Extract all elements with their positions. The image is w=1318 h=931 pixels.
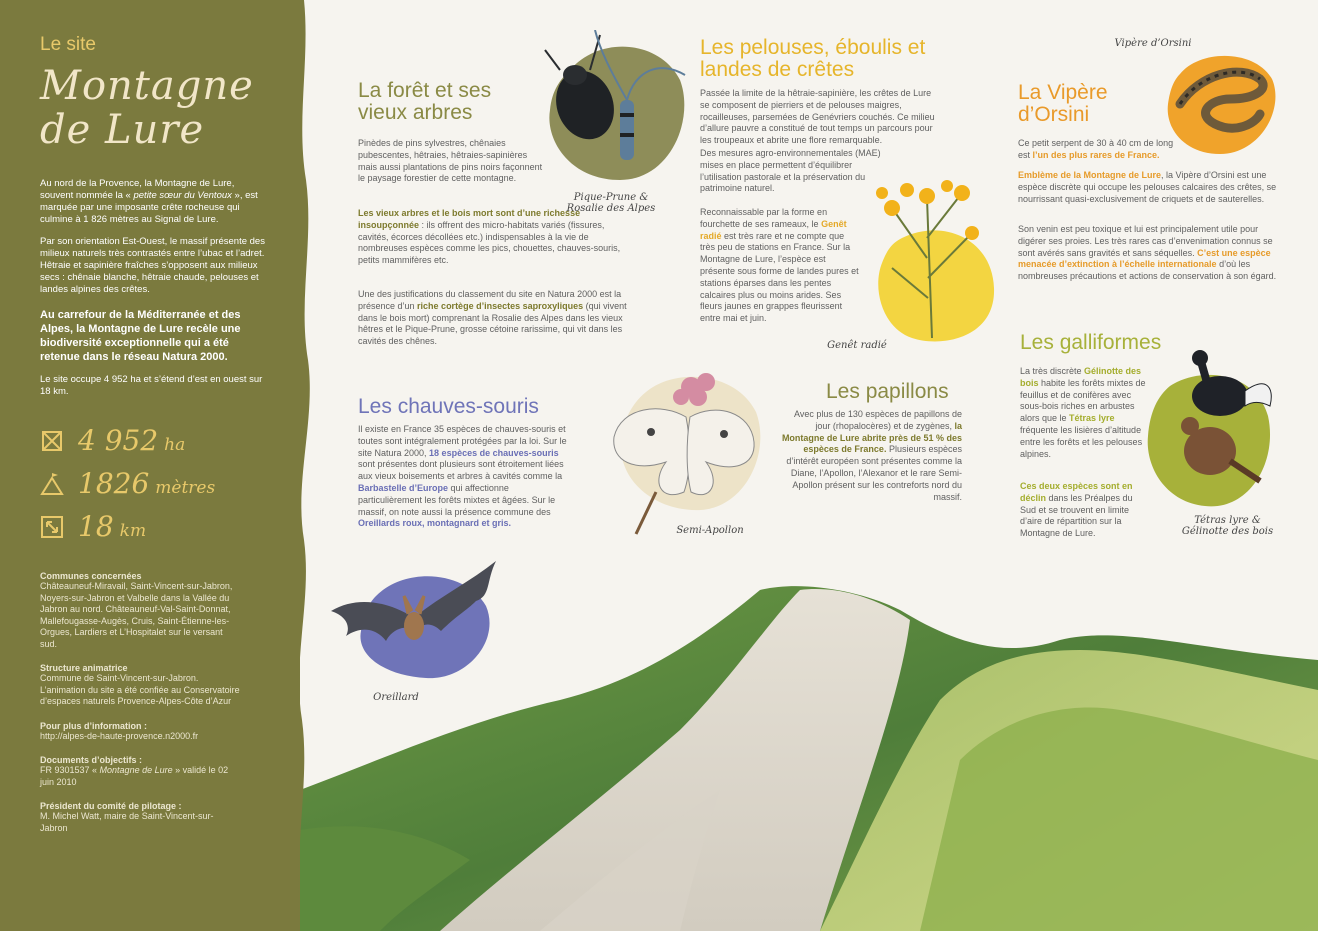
vipere-p3-a: Son venin est peu toxique et lui est principalement utile pour digérer ses proies. Les très rares cas d’envenimation connus se sont avérés sans gravités et sans séquelles. <box>1018 224 1273 258</box>
butterfly-illustration <box>606 362 766 537</box>
communes-text: Châteauneuf-Miravail, Saint-Vincent-sur-Jabron, Noyers-sur-Jabron et Valbelle dans la Vallée du Jabron au nord. Châteauneuf-Val-Saint-Donnat, Mallefougasse-Augès, Cruis, Saint-Étienne-les-Orgues, Lardiers et L’Hospitalet sur le versant sud. <box>40 581 233 649</box>
site-title-line1: Montagne <box>40 63 254 109</box>
galliformes-p2 <box>1020 481 1146 540</box>
pelouses-p3 <box>700 207 860 325</box>
stat-area <box>40 424 260 457</box>
chauves-p-e: qui affectionne particulièrement les forêts mixtes et âgées. Sur le massif, on note aussi la présence commune des <box>358 482 556 517</box>
vipere-p2-highlight: Emblème de la Montagne de Lure <box>1018 170 1162 180</box>
intro-text-b: », est marquée par une imposante crête rocheuse qui culmine à 1 826 mètres au Signal de Lure. <box>40 190 258 225</box>
sidebar-torn-edge <box>282 0 322 931</box>
docs-text <box>40 765 240 788</box>
docs-text-b: » validé le 02 juin 2010 <box>40 765 229 787</box>
length-arrow-icon <box>40 515 64 539</box>
grouse-caption <box>1170 515 1285 537</box>
vipere-title-line1: La Vipère <box>1018 81 1108 104</box>
bat-illustration <box>326 556 501 686</box>
foret-p3-highlight: riche cortège d’insectes saproxyliques <box>417 300 584 311</box>
pelouses-p1: Passée la limite de la hêtraie-sapinière, les crêtes de Lure se composent de pierriers et de pelouses maigres, rocailleuses, parsemées de Genévriers couchés. Ce milieu d’allure pauvre a constitué de tout temps un parcours pour les troupeaux et abrite une flore remarquable. <box>700 88 935 146</box>
chauves-paragraph <box>358 424 570 530</box>
structure-text: Commune de Saint-Vincent-sur-Jabron. L’animation du site a été confiée au Conservatoire d’espaces naturels Provence-Alpes-Côte d’Azur <box>40 673 240 706</box>
pelouses-p2: Des mesures agro-environnementales (MAE) mises en place permettent d’équilibrer l’utilisation pastorale et la préservation du patrimoine naturel. <box>700 148 881 194</box>
galliformes-title: Les galliformes <box>1020 331 1162 354</box>
vipere-p3 <box>1018 224 1280 283</box>
docs-text-em: Montagne de Lure <box>99 765 173 775</box>
vipere-p1-a: Ce petit serpent de 30 à 40 cm de long est <box>1018 138 1174 160</box>
chauves-p-highlight-3: Oreillards roux, montagnard et gris. <box>358 518 512 529</box>
summit-flag-icon <box>40 472 64 496</box>
pelouses-p3-a: Reconnaissable par la forme en fourchette de ses rameaux, le <box>700 207 828 229</box>
lead-paragraph: Au carrefour de la Méditerranée et des Alpes, la Montagne de Lure recèle une biodiversité exceptionnelle qui a été retenue dans le réseau Natura 2000. <box>40 309 241 363</box>
chauves-p-highlight-1: 18 espèces de chauves-souris <box>429 447 559 458</box>
info-link[interactable]: http://alpes-de-haute-provence.n2000.fr <box>40 730 199 741</box>
galliformes-p1 <box>1020 366 1152 460</box>
chauves-p-a: Il existe en France 35 espèces de chauves-souris et toutes sont intégralement protégées par la loi. Sur le site Natura 2000, <box>358 424 567 458</box>
info-block <box>40 571 260 834</box>
papillons-p-highlight: la Montagne de Lure abrite près de 51 % des espèces de France. <box>781 420 962 455</box>
bat-caption: Oreillard <box>373 692 419 703</box>
intro-emphasis: petite sœur du Ventoux <box>133 190 232 201</box>
papillons-p-a: Avec plus de 130 espèces de papillons de jour (rhopalocères) et de zygènes, <box>794 409 962 431</box>
chauves-p-highlight-2: Barbastelle d’Europe <box>358 482 449 493</box>
butterfly-caption: Semi-Apollon <box>676 525 744 536</box>
vipere-caption: Vipère d’Orsini <box>1114 38 1192 49</box>
vipere-title <box>1018 82 1108 126</box>
president-heading: Président du comité de pilotage : <box>40 801 182 811</box>
vipere-p1 <box>1018 138 1183 162</box>
foret-p3-c: (qui vivent dans le bois mort) comprenant la Rosalie des Alpes dans les vieux hêtres et le Pique-Prune, grosse cétoine rarissime, qui vit dans les cavités des chênes. <box>358 300 627 347</box>
docs-heading: Documents d’objectifs : <box>40 755 143 765</box>
galliformes-p1-highlight-2: Tétras lyre <box>1069 413 1115 424</box>
sidebar <box>0 0 300 931</box>
communes-heading: Communes concernées <box>40 571 142 581</box>
galliformes-p1-c: habite les forêts mixtes de feuillus et de conifères avec sous-bois riches en arbustes alors que le <box>1020 377 1146 424</box>
galliformes-p2-highlight: Ces deux espèces sont en déclin <box>1020 481 1133 503</box>
foret-p3 <box>358 289 634 348</box>
president-text: M. Michel Watt, maire de Saint-Vincent-sur-Jabron <box>40 811 214 833</box>
papillons-paragraph <box>780 409 962 503</box>
site-title-line2: de Lure <box>40 107 205 153</box>
chauves-p-c: sont présentes dont plusieurs sont étroitement liées aux vieux boisements et arbres à cavités comme la <box>358 459 564 482</box>
info-heading: Pour plus d’information : <box>40 720 147 731</box>
structure-heading: Structure animatrice <box>40 663 128 673</box>
vipere-p3-highlight: C’est une espèce menacée d’extinction à l’échelle internationale <box>1018 247 1271 270</box>
intro-paragraph <box>40 178 265 226</box>
vipere-p1-highlight: l’un des plus rares de France. <box>1032 149 1160 160</box>
foret-p1: Pinèdes de pins sylvestres, chênaies pubescentes, hêtraies, hêtraies-sapinières mais aussi plantations de pins noirs façonnent le paysage forestier de cette montagne. <box>358 138 543 184</box>
stat-altitude <box>40 467 260 500</box>
papillons-title: Les papillons <box>826 380 949 403</box>
beetles-caption <box>556 192 666 214</box>
foret-title <box>358 80 491 124</box>
stats-block <box>40 424 260 543</box>
foret-p2 <box>358 208 626 267</box>
pelouses-title <box>700 37 925 81</box>
pelouses-p3-highlight: Genêt radié <box>700 218 847 241</box>
beetles-illustration <box>540 30 690 190</box>
papillons-p-c: Plusieurs espèces d’intérêt européen sont présentes comme la Diane, l’Apollon, l’Alexanor et le rare Semi-Apollon présent sur les contreforts nord du massif. <box>786 444 962 502</box>
grouse-caption-line2: Gélinotte des bois <box>1181 526 1274 537</box>
stat-altitude-number: 1826 <box>78 467 150 500</box>
area-paragraph: Le site occupe 4 952 ha et s’étend d’est en ouest sur 18 km. <box>40 374 263 397</box>
galliformes-p1-a: La très discrète <box>1020 366 1085 376</box>
grouse-illustration <box>1140 346 1280 516</box>
vipere-title-line2: d’Orsini <box>1018 103 1090 126</box>
intro-text-a: Au nord de la Provence, la Montagne de Lure, souvent nommée la « <box>40 178 235 201</box>
foret-title-line2: vieux arbres <box>358 101 473 124</box>
genet-illustration <box>862 178 1002 348</box>
site-label: Le site <box>40 34 96 55</box>
galliformes-p1-e: fréquente les lisières d’altitude entre les forêts et les pelouses alpines. <box>1020 424 1143 459</box>
pelouses-title-line2: landes de crêtes <box>700 58 855 81</box>
genet-caption: Genêt radié <box>827 340 887 351</box>
orientation-paragraph: Par son orientation Est-Ouest, le massif présente des milieux naturels très contrastés entre l’ubac et l’adret. Hêtraie et sapinière fraîches s’opposent aux milieux secs : chênaie blanche, hêtraie chaude, pelouses et landes alpines des crêtes. <box>40 236 265 295</box>
stat-area-unit: ha <box>164 435 186 455</box>
chauves-title: Les chauves-souris <box>358 395 539 418</box>
stat-altitude-unit: mètres <box>155 478 216 498</box>
docs-text-a: FR 9301537 « <box>40 765 100 775</box>
grouse-caption-line1: Tétras lyre & <box>1194 515 1261 526</box>
foret-p2-text: : ils offrent des micro-habitats variés (fissures, cavités, écorces décollées etc.) indispensables à la vie de nombreuses espèces comme les pics, chouettes, chauves-souris, petits mammifères etc. <box>358 219 621 266</box>
beetles-caption-line1: Pique-Prune & <box>573 192 649 203</box>
site-title <box>40 64 260 152</box>
area-icon <box>40 429 64 453</box>
stat-length <box>40 510 260 543</box>
vipere-p3-c: d’où les nombreuses précautions et actions de conservation à son égard. <box>1018 259 1277 282</box>
galliformes-p1-highlight-1: Gélinotte des bois <box>1020 366 1142 388</box>
foret-p2-highlight: Les vieux arbres et le bois mort sont d’une richesse insoupçonnée <box>358 208 581 230</box>
foret-p3-a: Une des justifications du classement du site en Natura 2000 est la présence d’un <box>358 289 622 311</box>
foret-title-line1: La forêt et ses <box>358 79 492 102</box>
galliformes-p2-b: dans les Préalpes du Sud et se trouvent en limite d’aire de répartition sur la Montagne de Lure. <box>1020 492 1133 539</box>
stat-length-unit: km <box>119 521 147 541</box>
beetles-caption-line2: Rosalie des Alpes <box>566 203 656 214</box>
vipere-p2 <box>1018 170 1280 205</box>
stat-length-number: 18 <box>78 510 114 543</box>
vipere-p2-b: , la Vipère d’Orsini est une espèce discrète qui occupe les pelouses calcaires des crêtes, se nourrissant quasi-exclusivement de criquets et de sauterelles. <box>1018 170 1277 204</box>
stat-area-number: 4 952 <box>78 424 159 457</box>
pelouses-title-line1: Les pelouses, éboulis et <box>700 36 926 59</box>
pelouses-p3-c: est très rare et ne compte que très peu de stations en France. Sur la Montagne de Lure, l’espèce est présente sous forme de landes pures et stations éparses dans les pentes calcaires plus ou moins arides. Ses fleurs jaunes en grappes fleurissent entre mai et juin. <box>700 230 859 324</box>
